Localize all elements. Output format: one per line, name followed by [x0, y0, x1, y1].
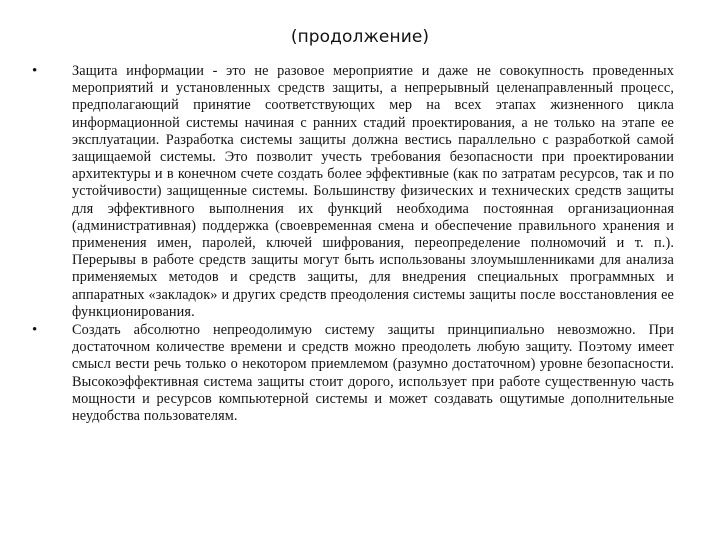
- bullet-list: [32, 63, 674, 426]
- bullet-item-2: [32, 322, 674, 425]
- bullet-item-1: [32, 63, 674, 321]
- bullet-text: Защита информации - это не разовое мероприятие и даже не совокупность проведенных мероприятий и установленных средств защиты, а непрерывный целенаправленный процесс, предполагающий принятие соответствующих мер на всех этапах жизненного цикла информационной системы начиная с ранних стадий проектирования, а не только на этапе ее эксплуатации. Разработка системы защиты должна вестись параллельно с разработкой самой защищаемой системы. Это позволит учесть требования безопасности при проектировании архитектуры и в конечном счете создать более эффективные (как по затратам ресурсов, так и по устойчивости) защищенные системы. Большинству физических и технических средств защиты для эффективного выполнения их функций необходима постоянная организационная (административная) поддержка (своевременная смена и обеспечение правильного хранения и применения имен, паролей, ключей шифрования, переопределение полномочий и т. п.). Перерывы в работе средств защиты могут быть использованы злоумышленниками для анализа применяемых методов и средств защиты, для внедрения специальных программных и аппаратных «закладок» и других средств преодоления системы защиты после восстановления ее функционирования.: [72, 63, 674, 320]
- bullet-text: Создать абсолютно непреодолимую систему защиты принципиально невозможно. При достаточном количестве времени и средств можно преодолеть любую защиту. Поэтому имеет смысл вести речь только о некотором приемлемом (разумно достаточном) уровне безопасности. Высокоэффективная система защиты стоит дорого, использует при работе существенную часть мощности и ресурсов компьютерной системы и может создавать ощутимые дополнительные неудобства пользователям.: [72, 322, 674, 425]
- bullet-marker: •: [32, 63, 38, 79]
- bullet-marker: •: [32, 322, 38, 339]
- slide-title: (продолжение): [290, 27, 430, 47]
